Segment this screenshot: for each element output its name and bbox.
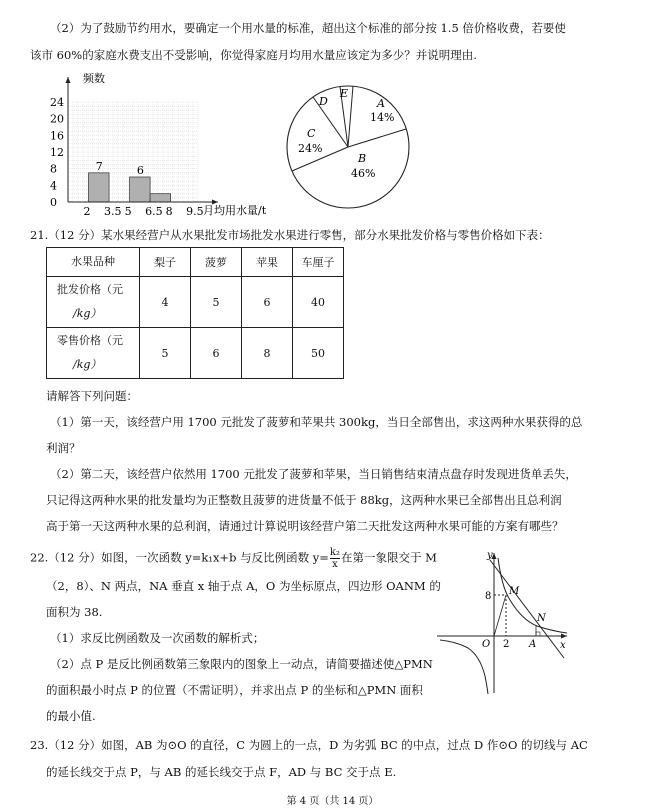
table-cell: 6 xyxy=(191,328,242,379)
retail-label-line1: 零售价格（元 xyxy=(57,334,123,347)
table-cell: 5 xyxy=(191,277,242,328)
table-cell: 6 xyxy=(242,277,293,328)
y-tick-label: 16 xyxy=(50,129,64,143)
table-header-cell: 苹果 xyxy=(242,248,293,277)
histogram-xlabel: 月均用水量/t xyxy=(203,204,267,217)
problem23-line2: 的延长线交于点 P，与 AB 的延长线交于点 F，AD 与 BC 交于点 E. xyxy=(46,765,397,779)
point-n-label: N xyxy=(537,613,546,624)
tick-y-label: 8 xyxy=(485,591,492,602)
pie-label-e: E xyxy=(340,87,349,100)
bar-value-label: 7 xyxy=(95,159,103,173)
point-m-label: M xyxy=(509,586,520,597)
table-header-cell: 梨子 xyxy=(140,248,191,277)
problem22-q2-line1: （2）点 P 是反比例函数第三象限内的图象上一动点，请简要描述使△PMN xyxy=(50,657,433,671)
problem22-line1-b: 在第一象限交于 M xyxy=(340,550,437,565)
problem20-part2-line2: 该市 60%的家庭水费支出不受影响，你觉得家庭月均用水量应该定为多少？并说明理由. xyxy=(30,48,477,62)
pie-chart xyxy=(283,82,413,212)
histogram-ylabel: 频数 xyxy=(83,72,105,85)
function-graph xyxy=(432,548,572,698)
problem21-q1-line1: （1）第一天，该经营户用 1700 元批发了菠萝和苹果共 300kg，当日全部售出，求这两种水果获得的总 xyxy=(50,415,583,429)
problem22-q2-line3: 的最小值. xyxy=(46,709,96,723)
problem21-prompt: 请解答下列问题： xyxy=(46,389,138,403)
problem22-line3: 面积为 38. xyxy=(46,605,103,619)
pie-divider xyxy=(348,129,406,147)
wholesale-label-line2: /kg） xyxy=(73,307,102,320)
retail-label-line2: /kg） xyxy=(73,358,102,371)
retail-row-label xyxy=(47,328,140,379)
pie-label-a: A xyxy=(377,97,385,110)
y-tick-label: 12 xyxy=(50,146,64,159)
segment-om xyxy=(494,595,506,636)
fraction xyxy=(330,547,340,570)
tick-x-label: 2 xyxy=(503,639,510,650)
fruit-price-table xyxy=(46,247,344,379)
hyperbola-branch-q3 xyxy=(440,639,491,694)
x-tick-label: 9.5 xyxy=(186,205,204,218)
table-header-cell: 菠萝 xyxy=(191,248,242,277)
y-tick-label: 24 xyxy=(50,96,64,109)
problem23-line1: 23.（12 分）如图，AB 为⊙O 的直径，C 为圆上的一点，D 为劣弧 BC 的中点，过点 D 作⊙O 的切线与 AC xyxy=(30,738,588,752)
pie-label-b: B xyxy=(358,152,367,165)
y-tick-label: 0 xyxy=(50,196,57,209)
bar-value-label: 6 xyxy=(136,164,144,177)
pie-pct-a: 14% xyxy=(370,111,395,124)
problem22-q2-line2: 的面积最小时点 P 的位置（不需证明），并求出点 P 的坐标和△PMN 面积 xyxy=(46,683,423,697)
fraction-numerator: k₂ xyxy=(329,547,340,558)
wholesale-label-line1: 批发价格（元 xyxy=(57,283,123,296)
histogram-bar xyxy=(150,194,171,202)
y-axis-arrow xyxy=(66,77,71,83)
table-cell: 8 xyxy=(242,328,293,379)
table-cell: 4 xyxy=(140,277,191,328)
x-tick-label: 3.5 xyxy=(104,205,122,218)
problem22-line1-a: 22.（12 分）如图，一次函数 y=k₁x+b 与反比例函数 y= xyxy=(30,550,329,565)
wholesale-row-label xyxy=(47,277,140,328)
y-tick-label: 4 xyxy=(50,179,57,193)
y-tick-label: 20 xyxy=(50,112,64,126)
problem21-stem: 21.（12 分）某水果经营户从水果批发市场批发水果进行零售，部分水果批发价格与零售价格如下表： xyxy=(30,228,550,242)
problem20-part2-line1: （2）为了鼓励节约用水，要确定一个用水量的标准，超出这个标准的部分按 1.5 倍价格收费，若要使 xyxy=(50,21,566,35)
table-cell: 40 xyxy=(293,277,344,328)
x-tick-label: 8 xyxy=(165,205,173,218)
pie-label-d: D xyxy=(319,95,328,108)
fraction-denominator: x xyxy=(332,559,338,570)
x-tick-label: 6.5 xyxy=(145,205,163,218)
table-cell: 50 xyxy=(293,328,344,379)
x-axis-arrow xyxy=(561,634,567,639)
x-tick-label: 5 xyxy=(124,205,132,218)
table-cell: 5 xyxy=(140,328,191,379)
origin-label: O xyxy=(482,639,491,650)
histogram-bar xyxy=(130,177,151,202)
pie-pct-c: 24% xyxy=(298,142,323,155)
problem22-line2: （2，8）、N 两点，NA 垂直 x 轴于点 A，O 为坐标原点，四边形 OANM 的 xyxy=(46,579,441,593)
problem21-q2-line3: 高于第一天这两种水果的总利润，请通过计算说明该经营户第二天批发这两种水果可能的方案有哪些？ xyxy=(46,519,564,533)
right-angle-mark xyxy=(536,632,540,636)
point-a-label: A xyxy=(529,639,537,650)
pie-pct-b: 46% xyxy=(351,167,376,180)
problem22-line1 xyxy=(30,547,437,570)
y-axis-label: y xyxy=(487,550,493,561)
frequency-histogram xyxy=(38,72,268,220)
problem21-q1-line2: 利润？ xyxy=(46,441,81,455)
problem21-q2-line2: 只记得这两种水果的批发量均为正整数且菠萝的进货量不低于 88kg，这两种水果已全部售出且总利润 xyxy=(46,493,562,507)
pie-label-c: C xyxy=(307,127,316,140)
table-header-cell: 车厘子 xyxy=(293,248,344,277)
page-footer: 第 4 页（共 14 页） xyxy=(286,796,379,807)
x-tick-label: 2 xyxy=(83,205,91,218)
problem22-q1: （1）求反比例函数及一次函数的解析式； xyxy=(50,631,265,645)
y-tick-label: 8 xyxy=(50,162,57,176)
histogram-bar xyxy=(89,173,110,202)
x-axis-label: x xyxy=(560,640,566,651)
pie-divider xyxy=(348,86,353,147)
table-header-cell: 水果品种 xyxy=(47,248,140,277)
problem21-q2-line1: （2）第二天，该经营户依然用 1700 元批发了菠萝和苹果，当日销售结束清点盘存时发现进货单丢失， xyxy=(50,467,577,481)
